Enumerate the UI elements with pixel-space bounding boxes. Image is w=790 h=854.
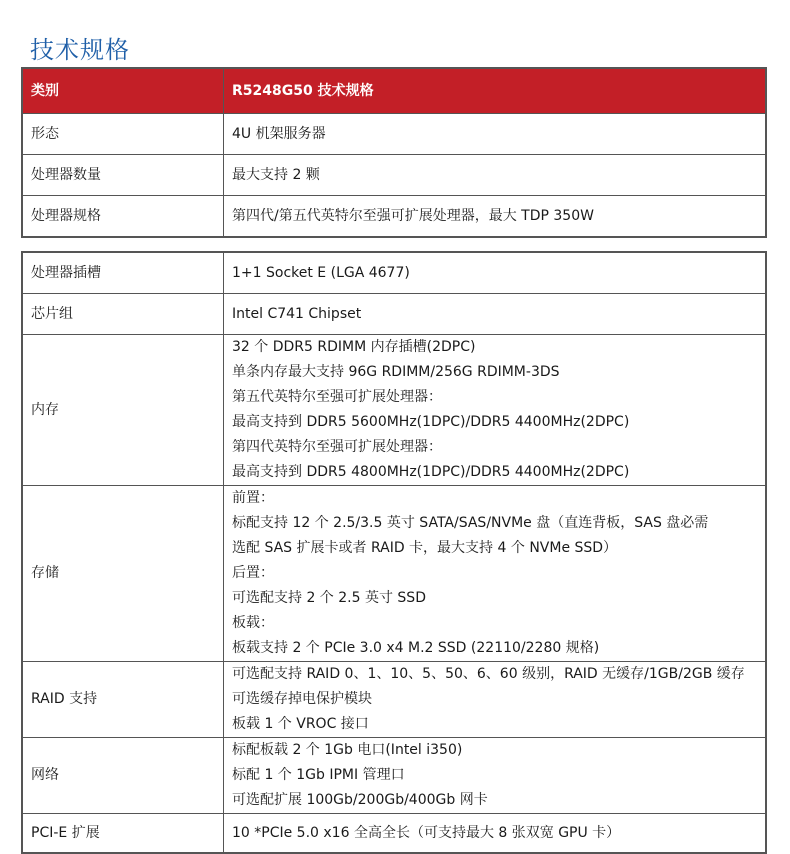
table-row: [22, 196, 766, 238]
row-value-line: 10 *PCIe 5.0 x16 全高全长（可支持最大 8 张双宽 GPU 卡）: [232, 824, 621, 841]
row-label: RAID 支持: [22, 662, 224, 738]
spec-table-details: [21, 251, 767, 854]
row-value-line: 板载：: [232, 615, 274, 631]
row-value: [224, 294, 767, 335]
row-value: [224, 252, 767, 294]
row-value-line: 标配板载 2 个 1Gb 电口(Intel i350): [232, 742, 463, 758]
table-row: [22, 294, 766, 335]
row-value-line: 第五代英特尔至强可扩展处理器：: [232, 389, 442, 405]
row-label: 网络: [22, 738, 224, 814]
row-value-line: 可选配支持 RAID 0、1、10、5、50、6、60 级别，RAID 无缓存/1GB/2GB 缓存: [232, 666, 745, 682]
row-value-line: 标配 1 个 1Gb IPMI 管理口: [232, 767, 405, 783]
row-label: 形态: [22, 114, 224, 155]
header-category-cell: 类别: [22, 68, 224, 114]
header-spec-cell: R5248G50 技术规格: [224, 68, 767, 114]
row-value-line: 可选配扩展 100Gb/200Gb/400Gb 网卡: [232, 792, 488, 808]
row-value-line: 选配 SAS 扩展卡或者 RAID 卡，最大支持 4 个 NVMe SSD）: [232, 540, 618, 556]
row-label: 处理器规格: [22, 196, 224, 238]
row-value: [224, 814, 767, 854]
row-value-line: 4U 机架服务器: [232, 125, 326, 142]
table-row: [22, 486, 766, 662]
row-value: [224, 155, 767, 196]
row-value: [224, 335, 767, 486]
row-value-line: 最高支持到 DDR5 4800MHz(1DPC)/DDR5 4400MHz(2DPC): [232, 464, 630, 480]
row-value-line: 32 个 DDR5 RDIMM 内存插槽(2DPC): [232, 339, 476, 355]
row-label: 芯片组: [22, 294, 224, 335]
table-row: [22, 114, 766, 155]
row-value-line: 前置：: [232, 490, 274, 506]
row-value-line: 最高支持到 DDR5 5600MHz(1DPC)/DDR5 4400MHz(2DPC): [232, 414, 630, 430]
row-value-line: 第四代英特尔至强可扩展处理器：: [232, 439, 442, 455]
table-row: [22, 662, 766, 738]
row-value: [224, 738, 767, 814]
table-header-row: [22, 68, 766, 114]
page-title: 技术规格: [30, 36, 130, 64]
table-row: [22, 814, 766, 854]
row-label: 处理器数量: [22, 155, 224, 196]
row-value: [224, 486, 767, 662]
row-value-line: Intel C741 Chipset: [232, 305, 362, 322]
row-value-line: 可选缓存掉电保护模块: [232, 691, 372, 707]
row-label: PCI-E 扩展: [22, 814, 224, 854]
row-value-line: 第四代/第五代英特尔至强可扩展处理器，最大 TDP 350W: [232, 207, 594, 224]
row-value-line: 标配支持 12 个 2.5/3.5 英寸 SATA/SAS/NVMe 盘（直连背板，SAS 盘必需: [232, 515, 709, 531]
row-label: 存储: [22, 486, 224, 662]
spec-table-main: [21, 67, 767, 238]
row-label: 处理器插槽: [22, 252, 224, 294]
row-value-line: 单条内存最大支持 96G RDIMM/256G RDIMM-3DS: [232, 364, 560, 380]
row-label: 内存: [22, 335, 224, 486]
table-row: [22, 738, 766, 814]
row-value: [224, 114, 767, 155]
row-value-line: 1+1 Socket E (LGA 4677): [232, 264, 410, 281]
row-value-line: 最大支持 2 颗: [232, 166, 320, 183]
row-value-line: 板载支持 2 个 PCIe 3.0 x4 M.2 SSD (22110/2280 规格): [232, 640, 600, 656]
row-value-line: 板载 1 个 VROC 接口: [232, 716, 369, 732]
row-value: [224, 662, 767, 738]
row-value-line: 后置：: [232, 565, 274, 581]
table-row: [22, 252, 766, 294]
row-value: [224, 196, 767, 238]
table-row: [22, 335, 766, 486]
row-value-line: 可选配支持 2 个 2.5 英寸 SSD: [232, 590, 426, 606]
table-row: [22, 155, 766, 196]
